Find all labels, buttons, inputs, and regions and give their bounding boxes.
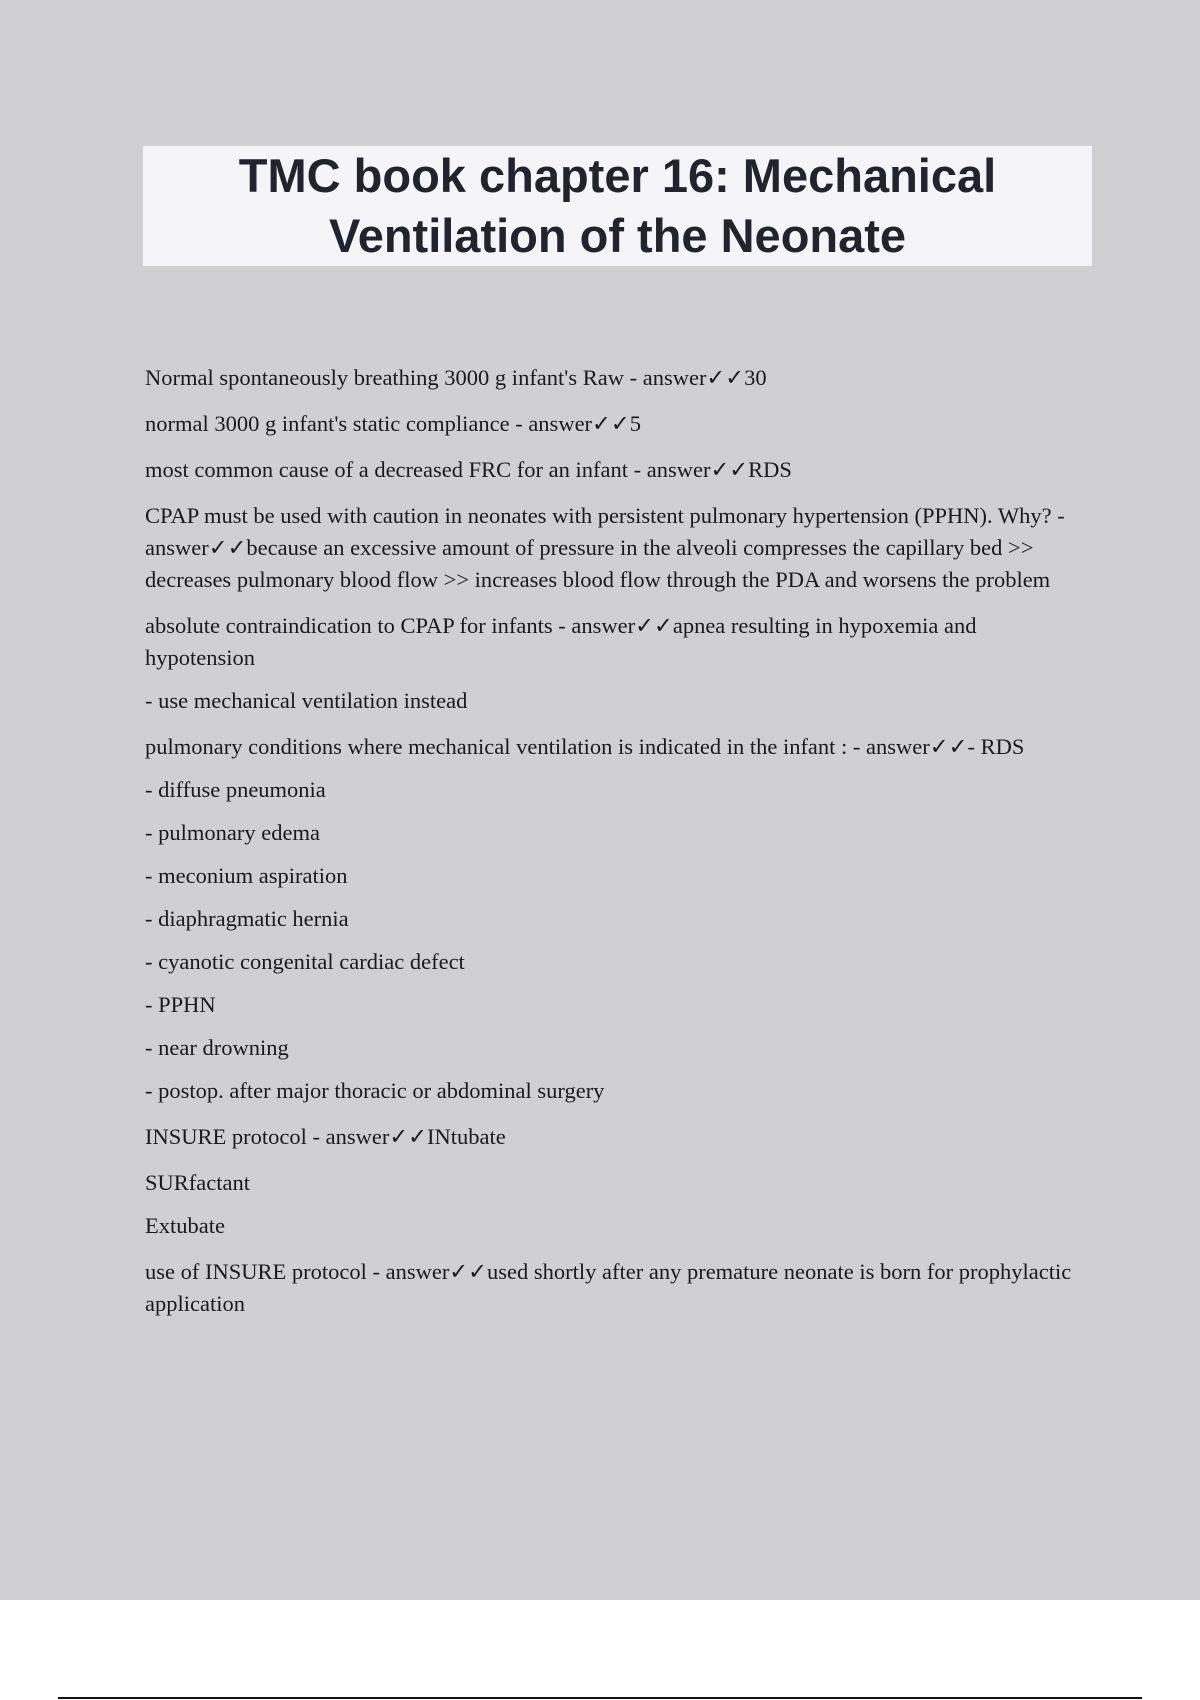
indication-list-item: - PPHN [145, 992, 216, 1017]
indication-list-item: - diaphragmatic hernia [145, 906, 349, 931]
flashcard-entry-cpap-contraindication: absolute contraindication to CPAP for infants - answer✓✓apnea resulting in hypoxemia and hypotension [145, 613, 977, 670]
answer-continuation-line: - use mechanical ventilation instead [145, 688, 468, 713]
flashcard-entry-cpap-pphn: CPAP must be used with caution in neonates with persistent pulmonary hypertension (PPHN). Why? - answer✓✓because an excessive amount of pressure in the alveoli compresses the capillary bed >> decreases pulmonary blood flow >> increases blood flow through the PDA and worsens the problem [145, 503, 1065, 592]
flashcard-entry-insure-use: use of INSURE protocol - answer✓✓used shortly after any premature neonate is born for prophylactic application [145, 1259, 1072, 1316]
answer-continuation-line: SURfactant [145, 1170, 250, 1195]
title-banner [143, 146, 1092, 266]
flashcard-entry-frc: most common cause of a decreased FRC for an infant - answer✓✓RDS [145, 457, 792, 482]
flashcard-list [145, 362, 1090, 1320]
indication-list-item: - postop. after major thoracic or abdominal surgery [145, 1078, 605, 1103]
flashcard-entry-ventilation-indications: pulmonary conditions where mechanical ventilation is indicated in the infant : - answer✓✓- RDS [145, 734, 1025, 759]
answer-continuation-line: Extubate [145, 1213, 225, 1238]
indication-list-item: - pulmonary edema [145, 820, 320, 845]
indication-list-item: - near drowning [145, 1035, 289, 1060]
document-title: TMC book chapter 16: Mechanical Ventilation of the Neonate [238, 149, 997, 262]
indication-list-item: - diffuse pneumonia [145, 777, 326, 802]
indication-list-item: - cyanotic congenital cardiac defect [145, 949, 465, 974]
flashcard-entry-compliance: normal 3000 g infant's static compliance - answer✓✓5 [145, 411, 641, 436]
flashcard-entry-insure: INSURE protocol - answer✓✓INtubate [145, 1124, 506, 1149]
flashcard-entry-raw: Normal spontaneously breathing 3000 g infant's Raw - answer✓✓30 [145, 365, 767, 390]
page-divider [58, 1697, 1142, 1699]
indication-list-item: - meconium aspiration [145, 863, 348, 888]
